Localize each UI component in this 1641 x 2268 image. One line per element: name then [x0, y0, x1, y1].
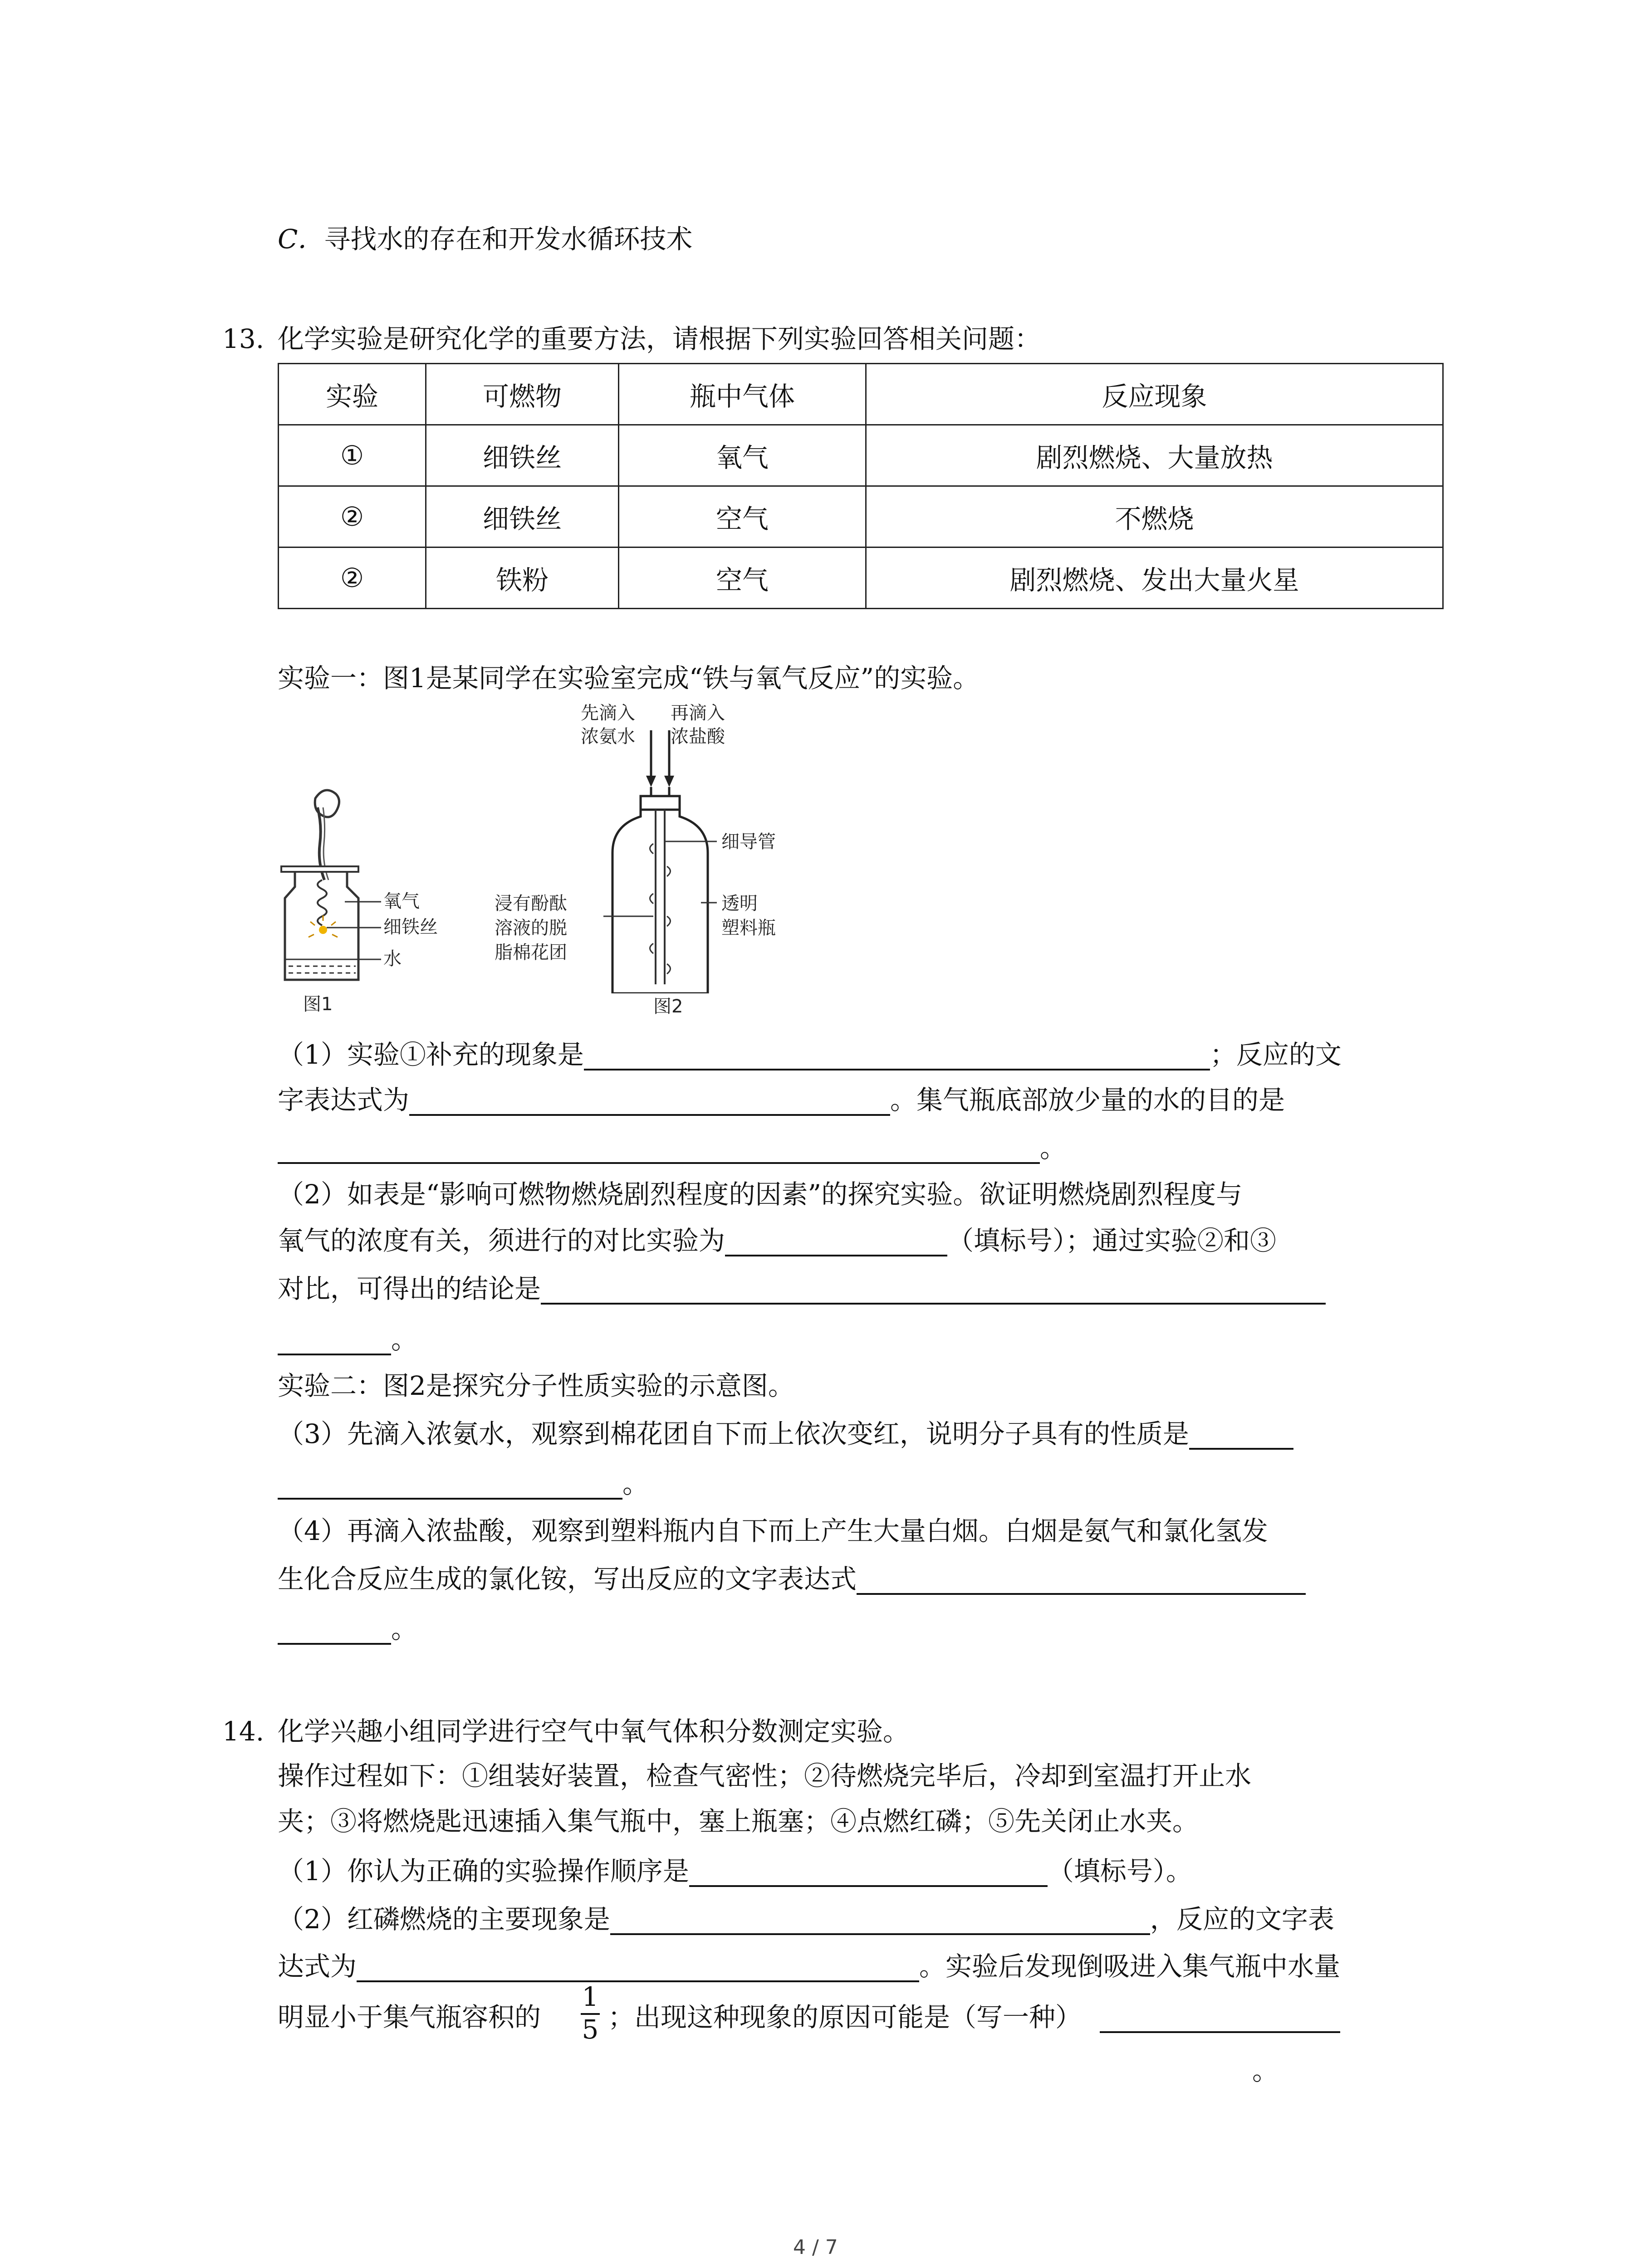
q13-stem: 化学实验是研究化学的重要方法，请根据下列实验回答相关问题：	[278, 323, 1041, 354]
experiment-table	[278, 363, 1444, 609]
answer-blank[interactable]	[357, 1955, 919, 1982]
answer-blank[interactable]	[1189, 1422, 1293, 1450]
fig2-caption: 图2	[653, 996, 683, 1017]
q13-part2-line1: （2）如表是“影响可燃物燃烧剧烈程度的因素”的探究实验。欲证明燃烧剧烈程度与	[278, 1179, 1243, 1210]
answer-blank[interactable]	[610, 1908, 1150, 1935]
q13-part3-line1: （3）先滴入浓氨水，观察到棉花团自下而上依次变红，说明分子具有的性质是	[278, 1418, 1293, 1450]
exp2-intro: 实验二：图2是探究分子性质实验的示意图。	[278, 1370, 794, 1401]
answer-blank[interactable]	[278, 1472, 622, 1500]
table-row	[279, 425, 1443, 486]
q14-ops-line1: 操作过程如下：①组装好装置，检查气密性；②待燃烧完毕后，冷却到室温打开止水	[278, 1760, 1252, 1791]
q14-part2-line3a: 明显小于集气瓶容积的	[278, 2002, 541, 2033]
q13-part4-line1: （4）再滴入浓盐酸，观察到塑料瓶内自下而上产生大量白烟。白烟是氨气和氯化氢发	[278, 1515, 1268, 1546]
fig1-label-oxygen: 氧气	[383, 891, 420, 912]
q14-part2-line1: （2）红磷燃烧的主要现象是 ，反应的文字表	[278, 1904, 1334, 1935]
q14-part2-line2: 达式为 。实验后发现倒吸进入集气瓶中水量	[278, 1951, 1341, 1982]
table-header-cell: 瓶中气体	[619, 364, 866, 425]
fig1-caption: 图1	[303, 994, 333, 1015]
option-c	[278, 223, 692, 255]
figure-1-gas-jar	[272, 780, 399, 989]
q13-part2-line4: 。	[278, 1324, 417, 1355]
fig2-arrow1-line2: 浓氨水	[581, 726, 635, 747]
q14-ops-line2: 夹；③将燃烧匙迅速插入集气瓶中，塞上瓶塞；④点燃红磷；⑤先关闭止水夹。	[278, 1806, 1199, 1837]
answer-blank[interactable]	[278, 1618, 391, 1645]
table-cell: 不燃烧	[866, 486, 1443, 547]
q13-part2-line2: 氧气的浓度有关，须进行的对比实验为 （填标号）；通过实验②和③	[278, 1225, 1277, 1256]
q13-part3-line2: 。	[278, 1468, 649, 1500]
fig2-label-cotton-3: 脂棉花团	[495, 942, 567, 963]
fig2-label-cotton-2: 溶液的脱	[495, 918, 567, 938]
fraction-denominator: 5	[582, 2014, 599, 2045]
table-cell: 剧烈燃烧、发出大量火星	[866, 547, 1443, 609]
q14-part1: （1）你认为正确的实验操作顺序是 （填标号）。	[278, 1856, 1192, 1887]
answer-blank[interactable]	[278, 1328, 391, 1355]
q14-stem: 化学兴趣小组同学进行空气中氧气体积分数测定实验。	[278, 1716, 910, 1747]
table-row	[279, 486, 1443, 547]
q14-part2-line3b: ；出现这种现象的原因可能是（写一种）	[608, 2001, 1340, 2033]
q14-number: 14.	[222, 1716, 265, 1747]
answer-blank[interactable]	[1100, 2006, 1340, 2033]
table-row	[279, 547, 1443, 609]
exp1-intro: 实验一：图1是某同学在实验室完成“铁与氧气反应”的实验。	[278, 663, 980, 694]
q13-part4-line2: 生化合反应生成的氯化铵，写出反应的文字表达式	[278, 1563, 1306, 1595]
table-header-cell: 实验	[279, 364, 426, 425]
table-cell: 铁粉	[426, 547, 619, 609]
table-header-cell: 可燃物	[426, 364, 619, 425]
q13-number: 13.	[222, 323, 265, 354]
table-cell: 细铁丝	[426, 486, 619, 547]
table-header-cell: 反应现象	[866, 364, 1443, 425]
table-cell: ②	[279, 547, 426, 609]
q13-part1-line3: 。	[278, 1132, 1066, 1164]
fig2-arrow2-line2: 浓盐酸	[671, 726, 725, 747]
fig2-label-cotton-1: 浸有酚酞	[495, 893, 567, 914]
fig2-arrow2-line1: 再滴入	[671, 703, 725, 723]
table-cell: 氧气	[619, 425, 866, 486]
table-cell: ①	[279, 425, 426, 486]
table-cell: 剧烈燃烧、大量放热	[866, 425, 1443, 486]
option-c-letter: C．	[278, 224, 324, 254]
answer-blank[interactable]	[278, 1137, 1040, 1164]
q13-part2-line3: 对比，可得出的结论是	[278, 1273, 1326, 1305]
table-cell: 空气	[619, 486, 866, 547]
fraction-numerator: 1	[582, 1981, 599, 2012]
answer-blank[interactable]	[541, 1277, 1326, 1305]
answer-blank[interactable]	[584, 1043, 1210, 1070]
answer-blank[interactable]	[409, 1089, 890, 1116]
page-number: 4 / 7	[793, 2236, 838, 2259]
fig2-label-bottle-1: 透明	[721, 893, 758, 914]
table-cell: 空气	[619, 547, 866, 609]
q13-part4-line3: 。	[278, 1613, 417, 1645]
fig1-label-water: 水	[383, 948, 402, 969]
q13-part1-line1: （1）实验①补充的现象是 ；反应的文	[278, 1039, 1342, 1070]
table-cell: ②	[279, 486, 426, 547]
q14-part2-line4: 。	[1252, 2055, 1279, 2086]
option-c-text: 寻找水的存在和开发水循环技术	[324, 224, 693, 254]
fig2-label-tube: 细导管	[721, 831, 776, 852]
table-cell: 细铁丝	[426, 425, 619, 486]
q13-part1-line2: 字表达式为 。集气瓶底部放少量的水的目的是	[278, 1085, 1285, 1115]
answer-blank[interactable]	[857, 1568, 1306, 1595]
table-header-row	[279, 364, 1443, 425]
answer-blank[interactable]	[725, 1229, 947, 1256]
answer-blank[interactable]	[689, 1860, 1048, 1887]
fig2-label-bottle-2: 塑料瓶	[721, 918, 776, 938]
fig2-arrow1-line1: 先滴入	[581, 703, 635, 723]
fig1-label-wire: 细铁丝	[383, 917, 438, 938]
